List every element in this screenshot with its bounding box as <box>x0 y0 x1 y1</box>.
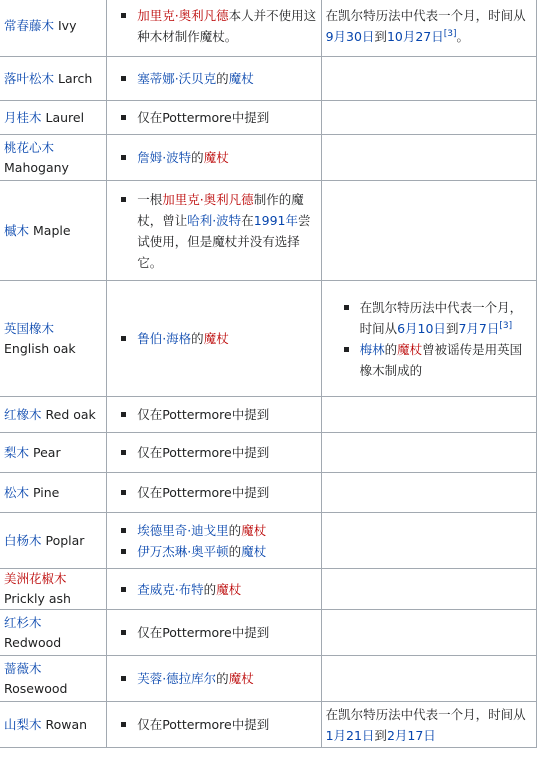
wiki-redlink[interactable]: 魔杖 <box>216 581 242 597</box>
notes-cell <box>321 610 536 656</box>
cell-text: 仅在Pottermore中提到 <box>137 485 270 500</box>
wand-owners-list <box>111 404 316 425</box>
table-row <box>0 569 537 610</box>
cell-text: 的 <box>191 150 204 165</box>
wand-owners-cell <box>107 702 321 748</box>
wood-name-cell <box>0 397 107 433</box>
list-item <box>137 714 316 735</box>
wand-owners-list <box>111 442 316 463</box>
reference-link[interactable]: [3] <box>443 28 457 39</box>
wood-name <box>4 531 102 551</box>
cell-text: 本人并不使用这种木材制作魔杖。 <box>137 7 317 44</box>
cell-text: 在凯尔特历法中代表一个月，时间从 <box>325 706 526 722</box>
wood-name-en: Rowan <box>45 716 88 732</box>
wand-owners-cell <box>107 181 321 281</box>
notes-cell <box>321 57 536 101</box>
wand-owners-list <box>111 5 316 47</box>
table-row <box>0 0 537 57</box>
wood-name <box>4 443 102 463</box>
table-row <box>0 513 537 569</box>
wood-name-cn-link[interactable]: 落叶松木 <box>4 70 55 86</box>
list-item <box>360 339 532 381</box>
table-row <box>0 181 537 281</box>
wiki-link[interactable]: 伊万杰琳·奥平顿 <box>137 543 229 559</box>
cell-text: 的 <box>191 331 204 346</box>
cell-text: 制作的魔杖，曾让 <box>137 191 304 228</box>
cell-text: 的 <box>216 71 229 86</box>
wood-name <box>4 613 102 653</box>
wiki-link[interactable]: 2月17日 <box>386 727 436 743</box>
wiki-redlink[interactable]: 魔杖 <box>203 331 229 346</box>
cell-text: 一根 <box>137 191 163 207</box>
notes-cell <box>321 473 536 513</box>
wood-name-cell <box>0 702 107 748</box>
wand-owners-list <box>111 622 316 643</box>
list-item <box>137 622 316 643</box>
wiki-link[interactable]: 魔杖 <box>241 543 267 559</box>
wood-name-en: Maple <box>33 222 71 238</box>
notes-cell <box>321 281 536 397</box>
cell-text: 仅在Pottermore中提到 <box>137 625 270 640</box>
wood-name-cn-link[interactable]: 桃花心木 <box>4 139 55 155</box>
wand-owners-list <box>111 107 316 128</box>
wood-name-en: Mahogany <box>4 159 69 175</box>
table-row <box>0 656 537 702</box>
wood-name <box>4 319 102 359</box>
wood-name-cell <box>0 281 107 397</box>
wood-name-cn-link[interactable]: 山梨木 <box>4 716 42 732</box>
wood-name-cell <box>0 181 107 281</box>
wood-name-cn-link[interactable]: 常春藤木 <box>4 17 55 33</box>
wood-name-en: Pine <box>33 484 60 500</box>
notes-text <box>326 704 532 746</box>
notes-cell <box>321 397 536 433</box>
cell-text: 仅在Pottermore中提到 <box>137 407 270 422</box>
table-row <box>0 473 537 513</box>
wood-name-cell <box>0 656 107 702</box>
wiki-redlink[interactable]: 魔杖 <box>228 671 254 686</box>
wiki-link[interactable]: 7月7日 <box>458 320 500 336</box>
notes-cell <box>321 656 536 702</box>
notes-cell <box>321 433 536 473</box>
wiki-link[interactable]: 梅林 <box>359 341 385 357</box>
wiki-link[interactable]: 9月30日 <box>325 28 375 44</box>
list-item <box>360 297 532 339</box>
wand-owners-list <box>111 520 316 562</box>
wood-name-cn-link[interactable]: 美洲花椒木 <box>4 571 67 586</box>
wiki-link[interactable]: 10月27日 <box>386 28 444 44</box>
wood-name <box>4 138 102 178</box>
list-item <box>137 68 316 89</box>
wand-owners-list <box>111 328 316 349</box>
reference-link[interactable]: [3] <box>499 320 513 331</box>
wood-name-cn-link[interactable]: 月桂木 <box>4 109 42 125</box>
cell-text: 的 <box>228 522 242 538</box>
cell-text: 仅在Pottermore中提到 <box>137 110 270 125</box>
wood-name <box>4 221 102 241</box>
wood-name-cn-link[interactable]: 红杉木 <box>4 614 42 630</box>
wood-name <box>4 483 102 503</box>
wiki-link[interactable]: 芙蓉·德拉库尔 <box>137 671 217 686</box>
cell-text: 到 <box>374 28 387 44</box>
wand-owners-cell <box>107 433 321 473</box>
list-item <box>137 668 316 689</box>
wand-owners-cell <box>107 57 321 101</box>
notes-cell <box>321 513 536 569</box>
wood-name <box>4 569 102 609</box>
notes-cell <box>321 181 536 281</box>
wiki-redlink[interactable]: 魔杖 <box>397 341 423 357</box>
notes-text <box>326 5 532 47</box>
notes-list <box>326 297 532 381</box>
cell-text: 仅在Pottermore中提到 <box>137 717 270 732</box>
notes-cell <box>321 569 536 610</box>
wand-owners-list <box>111 147 316 168</box>
cell-text: 的 <box>203 581 217 597</box>
cell-text: 。 <box>456 28 470 44</box>
wood-name-en: Prickly ash <box>4 591 71 606</box>
wood-name-cell <box>0 610 107 656</box>
table-row <box>0 702 537 748</box>
wand-owners-cell <box>107 656 321 702</box>
wood-name-cell <box>0 513 107 569</box>
table-row <box>0 397 537 433</box>
list-item <box>137 579 316 600</box>
list-item <box>137 107 316 128</box>
list-item <box>137 442 316 463</box>
wand-owners-list <box>111 668 316 689</box>
cell-text: 到 <box>445 320 459 336</box>
cell-text: 到 <box>374 727 387 743</box>
wood-name-cell <box>0 0 107 57</box>
wand-owners-list <box>111 579 316 600</box>
wand-owners-cell <box>107 610 321 656</box>
wood-name <box>4 108 102 128</box>
cell-text: 曾被谣传是用英国橡木制成的 <box>359 341 523 378</box>
wood-name-en: Poplar <box>45 532 85 548</box>
cell-text: 在凯尔特历法中代表一个月，时间从 <box>359 299 523 336</box>
wood-name <box>4 715 102 735</box>
list-item <box>137 189 316 273</box>
wood-name-cn-link[interactable]: 松木 <box>4 484 30 500</box>
wiki-link[interactable]: 詹姆·波特 <box>137 150 192 165</box>
wood-name <box>4 659 102 699</box>
wiki-link[interactable]: 鲁伯·海格 <box>137 331 192 346</box>
list-item <box>137 404 316 425</box>
wood-name-cell <box>0 569 107 610</box>
list-item <box>137 541 316 562</box>
wand-owners-list <box>111 68 316 89</box>
list-item <box>137 5 316 47</box>
wand-owners-list <box>111 482 316 503</box>
list-item <box>137 520 316 541</box>
wood-name-en: Rosewood <box>4 680 68 696</box>
wood-name-en: Ivy <box>58 17 77 33</box>
wiki-link[interactable]: 1月21日 <box>325 727 375 743</box>
wiki-redlink[interactable]: 魔杖 <box>203 150 229 165</box>
wood-name-en: English oak <box>4 340 76 356</box>
table-row <box>0 610 537 656</box>
wood-name-en: Red oak <box>45 406 96 422</box>
wood-name-cn-link[interactable]: 槭木 <box>4 222 30 238</box>
wood-name-cn-link[interactable]: 蔷薇木 <box>4 660 42 676</box>
wood-name-cn-link[interactable]: 英国橡木 <box>4 320 55 336</box>
cell-text: 的 <box>384 341 398 357</box>
table-row <box>0 281 537 397</box>
cell-text: 的 <box>216 671 229 686</box>
notes-cell <box>321 101 536 135</box>
wand-owners-cell <box>107 135 321 181</box>
wood-name-cn-link[interactable]: 白杨木 <box>4 532 42 548</box>
wiki-link[interactable]: 魔杖 <box>228 71 254 86</box>
wiki-redlink[interactable]: 加里克·奥利凡德 <box>137 7 229 23</box>
wand-owners-list <box>111 189 316 273</box>
wand-owners-cell <box>107 473 321 513</box>
wood-name-cn-link[interactable]: 梨木 <box>4 444 30 460</box>
wood-name-en: Larch <box>58 70 93 86</box>
wood-name-cell <box>0 57 107 101</box>
wood-name <box>4 16 102 36</box>
wiki-link[interactable]: 塞蒂娜·沃贝克 <box>137 71 217 86</box>
wand-owners-cell <box>107 281 321 397</box>
cell-text: 仅在Pottermore中提到 <box>137 445 270 460</box>
cell-text: 在 <box>241 212 254 228</box>
cell-text: 尝试使用，但是魔杖并没有选择它。 <box>137 212 311 270</box>
wand-owners-cell <box>107 397 321 433</box>
wood-name-en: Pear <box>33 444 61 460</box>
wood-name <box>4 69 102 89</box>
notes-cell <box>321 135 536 181</box>
wand-owners-cell <box>107 101 321 135</box>
table-row <box>0 433 537 473</box>
cell-text: 在凯尔特历法中代表一个月，时间从 <box>325 7 526 23</box>
wiki-redlink[interactable]: 魔杖 <box>241 522 267 538</box>
wiki-link[interactable]: 哈利·波特 <box>187 212 242 228</box>
wiki-link[interactable]: 埃德里奇·迪戈里 <box>137 522 229 538</box>
wiki-redlink[interactable]: 加里克·奥利凡德 <box>162 191 254 207</box>
wand-owners-cell <box>107 0 321 57</box>
wood-name-cell <box>0 101 107 135</box>
table-row <box>0 135 537 181</box>
wood-name-en: Redwood <box>4 634 62 650</box>
table-row <box>0 57 537 101</box>
wood-name-cn-link[interactable]: 红橡木 <box>4 406 42 422</box>
notes-cell <box>321 0 536 57</box>
list-item <box>137 328 316 349</box>
list-item <box>137 147 316 168</box>
wood-name-en: Laurel <box>45 109 85 125</box>
wand-owners-cell <box>107 513 321 569</box>
table-row <box>0 101 537 135</box>
list-item <box>137 482 316 503</box>
wood-name-cell <box>0 433 107 473</box>
wiki-link[interactable]: 1991年 <box>253 212 299 228</box>
wood-name-cell <box>0 135 107 181</box>
cell-text: 的 <box>228 543 242 559</box>
wand-owners-list <box>111 714 316 735</box>
wiki-link[interactable]: 6月10日 <box>397 320 446 336</box>
wand-owners-cell <box>107 569 321 610</box>
wood-name-cell <box>0 473 107 513</box>
wood-name <box>4 405 102 425</box>
wiki-link[interactable]: 查威克·布特 <box>137 581 204 597</box>
notes-cell <box>321 702 536 748</box>
